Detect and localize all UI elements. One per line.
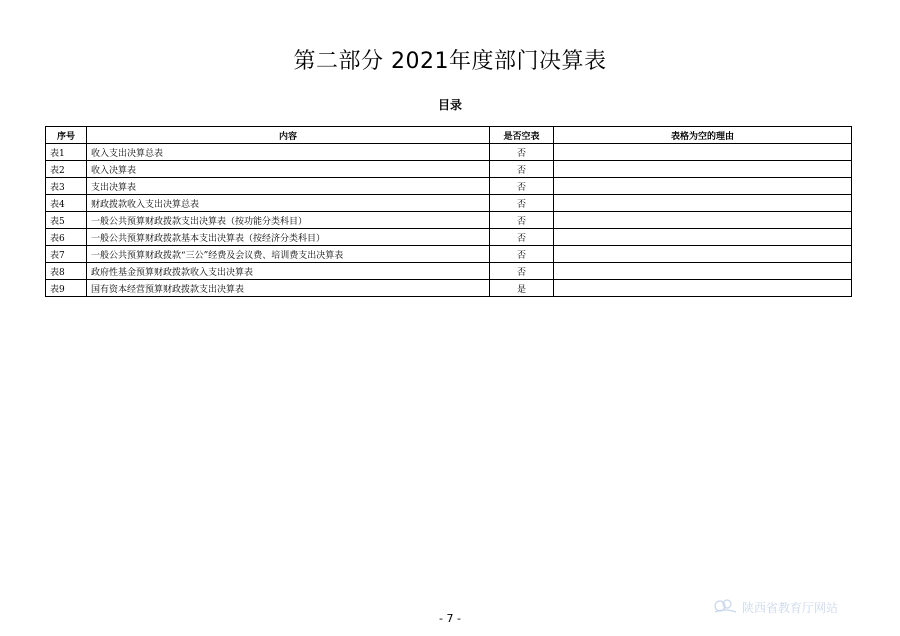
row-no: 表2 bbox=[46, 161, 87, 178]
row-content: 支出决算表 bbox=[87, 178, 490, 195]
row-empty: 是 bbox=[490, 280, 554, 297]
row-empty: 否 bbox=[490, 161, 554, 178]
table-row bbox=[46, 195, 852, 212]
table-row bbox=[46, 178, 852, 195]
table-header-row bbox=[46, 127, 852, 144]
row-no: 表5 bbox=[46, 212, 87, 229]
row-content: 政府性基金预算财政拨款收入支出决算表 bbox=[87, 263, 490, 280]
row-empty: 否 bbox=[490, 246, 554, 263]
table-row bbox=[46, 280, 852, 297]
row-empty: 否 bbox=[490, 263, 554, 280]
row-no: 表3 bbox=[46, 178, 87, 195]
row-no: 表8 bbox=[46, 263, 87, 280]
table-row bbox=[46, 246, 852, 263]
header-reason: 表格为空的理由 bbox=[554, 127, 852, 144]
row-empty: 否 bbox=[490, 178, 554, 195]
row-content: 一般公共预算财政拨款“三公”经费及会议费、培训费支出决算表 bbox=[87, 246, 490, 263]
row-empty: 否 bbox=[490, 229, 554, 246]
row-no: 表7 bbox=[46, 246, 87, 263]
row-empty: 否 bbox=[490, 195, 554, 212]
table-row bbox=[46, 263, 852, 280]
row-reason bbox=[554, 229, 852, 246]
row-content: 收入决算表 bbox=[87, 161, 490, 178]
toc-heading: 目录 bbox=[437, 98, 462, 112]
watermark-text: 陕西省教育厅网站 bbox=[742, 600, 839, 615]
row-content: 收入支出决算总表 bbox=[87, 144, 490, 161]
table-row bbox=[46, 229, 852, 246]
row-no: 表9 bbox=[46, 280, 87, 297]
row-empty: 否 bbox=[490, 212, 554, 229]
header-content: 内容 bbox=[87, 127, 490, 144]
row-reason bbox=[554, 263, 852, 280]
row-no: 表6 bbox=[46, 229, 87, 246]
row-reason bbox=[554, 280, 852, 297]
row-reason bbox=[554, 178, 852, 195]
page-title: 第二部分 2021年度部门决算表 bbox=[293, 49, 607, 74]
row-content: 财政拨款收入支出决算总表 bbox=[87, 195, 490, 212]
table-row bbox=[46, 144, 852, 161]
row-reason bbox=[554, 212, 852, 229]
row-reason bbox=[554, 161, 852, 178]
header-empty: 是否空表 bbox=[490, 127, 554, 144]
row-reason bbox=[554, 195, 852, 212]
row-empty: 否 bbox=[490, 144, 554, 161]
header-no: 序号 bbox=[46, 127, 87, 144]
table-row bbox=[46, 161, 852, 178]
row-content: 一般公共预算财政拨款支出决算表（按功能分类科目） bbox=[87, 212, 490, 229]
row-no: 表4 bbox=[46, 195, 87, 212]
table-row bbox=[46, 212, 852, 229]
row-no: 表1 bbox=[46, 144, 87, 161]
row-reason bbox=[554, 144, 852, 161]
toc-table bbox=[45, 126, 852, 297]
row-reason bbox=[554, 246, 852, 263]
row-content: 一般公共预算财政拨款基本支出决算表（按经济分类科目） bbox=[87, 229, 490, 246]
row-content: 国有资本经营预算财政拨款支出决算表 bbox=[87, 280, 490, 297]
page-number: - 7 - bbox=[439, 612, 461, 625]
